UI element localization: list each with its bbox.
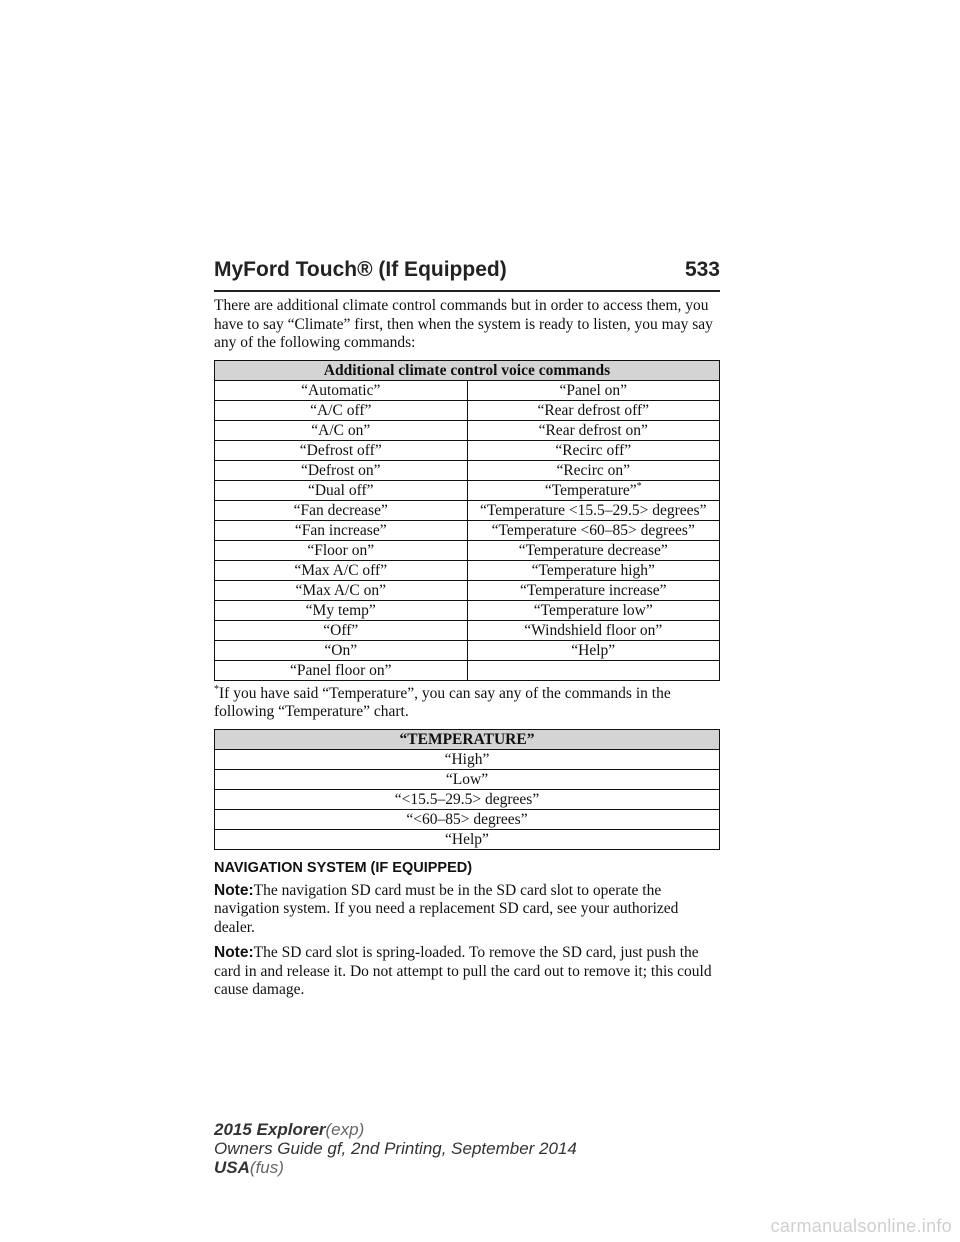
table-row <box>215 660 720 680</box>
note-label: Note: <box>214 944 254 961</box>
table-cell-text: “Temperature” <box>544 481 637 499</box>
table-cell: “Recirc off” <box>467 440 720 460</box>
table-cell: “Temperature increase” <box>467 580 720 600</box>
table-cell: “<15.5–29.5> degrees” <box>215 789 720 809</box>
table-row <box>215 620 720 640</box>
table-cell: “Help” <box>215 829 720 849</box>
table-cell: “Off” <box>215 620 468 640</box>
table-cell: “Temperature high” <box>467 560 720 580</box>
header-rule <box>214 290 720 292</box>
note-label: Note: <box>214 881 254 899</box>
table-row <box>215 460 720 480</box>
table-cell: “Temperature decrease” <box>467 540 720 560</box>
table-header-row <box>215 360 720 380</box>
table-cell: “Rear defrost off” <box>467 400 720 420</box>
page-header <box>214 258 720 282</box>
table-row <box>215 500 720 520</box>
table-cell: “Temperature low” <box>467 600 720 620</box>
note-text: The SD card slot is spring-loaded. To remove the SD card, just push the card in and release it. Do not attempt to pull the card out to remove it; this could cause damage. <box>214 944 712 998</box>
table-cell: “Windshield floor on” <box>467 620 720 640</box>
table-cell: “A/C off” <box>215 400 468 420</box>
table-cell: “Fan decrease” <box>215 500 468 520</box>
table-cell: “On” <box>215 640 468 660</box>
page-number: 533 <box>684 258 720 281</box>
climate-table-heading: Additional climate control voice commands <box>215 360 720 380</box>
table-cell: “Max A/C off” <box>215 560 468 580</box>
table-cell: “Fan increase” <box>215 520 468 540</box>
table-row <box>215 580 720 600</box>
table-cell: “Help” <box>467 640 720 660</box>
table-cell: “Temperature <60–85> degrees” <box>467 520 720 540</box>
table-cell: “Low” <box>215 769 720 789</box>
table-cell: “<60–85> degrees” <box>215 809 720 829</box>
footer-model: 2015 Explorer <box>214 1120 326 1139</box>
table-row <box>215 480 720 500</box>
table-cell: “Automatic” <box>215 380 468 400</box>
navigation-section-heading: NAVIGATION SYSTEM (IF EQUIPPED) <box>214 859 473 876</box>
table-row <box>215 640 720 660</box>
table-row <box>215 809 720 829</box>
table-cell: “Defrost on” <box>215 460 468 480</box>
table-cell: “My temp” <box>215 600 468 620</box>
table-cell: “Panel on” <box>467 380 720 400</box>
table-cell-with-footnote <box>467 480 720 500</box>
table-row <box>215 749 720 769</box>
footnote-marker: * <box>214 683 219 695</box>
footer-model-code: (exp) <box>325 1120 365 1139</box>
table-row <box>215 560 720 580</box>
temperature-table-heading: “TEMPERATURE” <box>215 729 720 749</box>
temperature-commands-table <box>214 729 720 850</box>
note-paragraph <box>214 944 720 1000</box>
note-text: The navigation SD card must be in the SD card slot to operate the navigation system. If you need a replacement SD card, see your authorized dealer. <box>214 881 679 936</box>
table-header-row <box>215 729 720 749</box>
table-row <box>215 520 720 540</box>
table-cell-empty <box>467 660 720 680</box>
table-cell: “Defrost off” <box>215 440 468 460</box>
note-paragraph <box>214 882 720 938</box>
table-row <box>215 600 720 620</box>
table-cell: “Recirc on” <box>467 460 720 480</box>
table-row <box>215 540 720 560</box>
table-row <box>215 380 720 400</box>
footer-line-1 <box>214 1120 577 1139</box>
footnote <box>214 685 720 722</box>
page-title: MyFord Touch® (If Equipped) <box>214 258 507 281</box>
footnote-marker: * <box>636 480 642 492</box>
table-row <box>215 400 720 420</box>
table-cell: “Rear defrost on” <box>467 420 720 440</box>
table-cell: “Dual off” <box>215 480 468 500</box>
footer-line-2: Owners Guide gf, 2nd Printing, September 2014 <box>214 1139 577 1158</box>
table-row <box>215 829 720 849</box>
table-cell: “Max A/C on” <box>215 580 468 600</box>
footer-market: USA <box>214 1158 250 1177</box>
table-row <box>215 440 720 460</box>
table-row <box>215 420 720 440</box>
table-row <box>215 769 720 789</box>
intro-paragraph: There are additional climate control commands but in order to access them, you have to say “Climate” first, then when the system is ready to listen, you may say any of the following commands: <box>214 297 713 351</box>
page-footer <box>214 1120 577 1177</box>
footer-market-code: (fus) <box>249 1158 284 1177</box>
page-content <box>214 297 720 1007</box>
table-cell: “High” <box>215 749 720 769</box>
watermark: carmanualsonline.info <box>770 1216 952 1236</box>
table-cell: “Panel floor on” <box>215 660 468 680</box>
footer-line-3 <box>214 1158 577 1177</box>
table-cell: “Temperature <15.5–29.5> degrees” <box>467 500 720 520</box>
climate-commands-table <box>214 360 720 681</box>
table-row <box>215 789 720 809</box>
footnote-text: If you have said “Temperature”, you can say any of the commands in the following “Temperature” chart. <box>214 684 671 720</box>
table-cell: “Floor on” <box>215 540 468 560</box>
table-cell: “A/C on” <box>215 420 468 440</box>
